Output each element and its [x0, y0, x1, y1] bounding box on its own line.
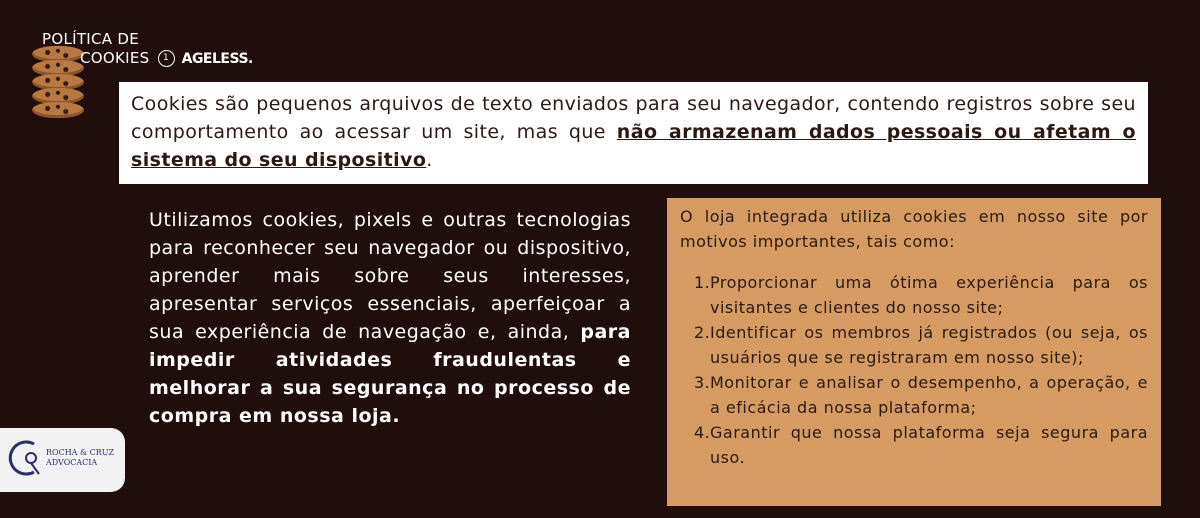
intro-text-emphasis: não armazenam dados pessoais ou afetam o sistema do seu dispositivo	[131, 121, 1137, 171]
cookies-usage-emphasis: para impedir atividades fraudulentas e melhorar a sua segurança no processo de compra em nossa loja.	[149, 321, 631, 427]
list-item-number: 1.	[694, 273, 711, 292]
list-item	[680, 320, 1148, 370]
list-item	[680, 420, 1148, 470]
page-title-line1: POLÍTICA DE	[42, 30, 140, 48]
brand-logo: AGELESS.	[181, 50, 253, 67]
cookies-usage-text	[149, 206, 631, 430]
intro-text-end: .	[426, 149, 433, 171]
list-item	[680, 370, 1148, 420]
rocha-cruz-logo[interactable]	[0, 428, 125, 492]
reasons-list	[680, 270, 1148, 470]
reasons-box	[667, 198, 1161, 506]
intro-text-plain: Cookies são pequenos arquivos de texto enviados para seu navegador, contendo registros sobre seu comportamento ao acessar um site, mas que	[131, 93, 1136, 143]
list-item-number: 4.	[694, 423, 711, 442]
cookies-usage-plain: Utilizamos cookies, pixels e outras tecnologias para reconhecer seu navegador ou dispositivo, aprender mais sobre seus interesses, apresentar serviços essenciais, aperfeiçoar a sua experiência de navegação e, ainda,	[149, 209, 631, 343]
intro-box	[119, 82, 1148, 184]
rc-logo-line1: ROCHA & CRUZ	[46, 448, 115, 457]
page-title-cookies: COOKIES	[80, 49, 150, 67]
reasons-intro: O loja integrada utiliza cookies em nosso site por motivos importantes, tais como:	[680, 207, 1148, 251]
rc-monogram-icon	[6, 438, 46, 478]
list-item-text: Monitorar e analisar o desempenho, a operação, e a eficácia da nossa plataforma;	[710, 373, 1148, 417]
rc-logo-line2: ADVOCACIA	[46, 458, 98, 467]
list-item	[680, 270, 1148, 320]
list-item-text: Proporcionar uma ótima experiência para os visitantes e clientes do nosso site;	[710, 273, 1148, 317]
list-item-number: 3.	[694, 373, 711, 392]
cookie-stack-icon	[30, 46, 86, 124]
intro-text	[131, 90, 1136, 174]
list-item-text: Identificar os membros já registrados (ou seja, os usuários que se registraram em nosso site);	[710, 323, 1148, 367]
brand-circle-icon: 1	[158, 50, 175, 67]
list-item-text: Garantir que nossa plataforma seja segura para uso.	[710, 423, 1148, 467]
rc-logo-text	[46, 448, 114, 468]
page-title-line2	[80, 49, 253, 67]
list-item-number: 2.	[694, 323, 711, 342]
